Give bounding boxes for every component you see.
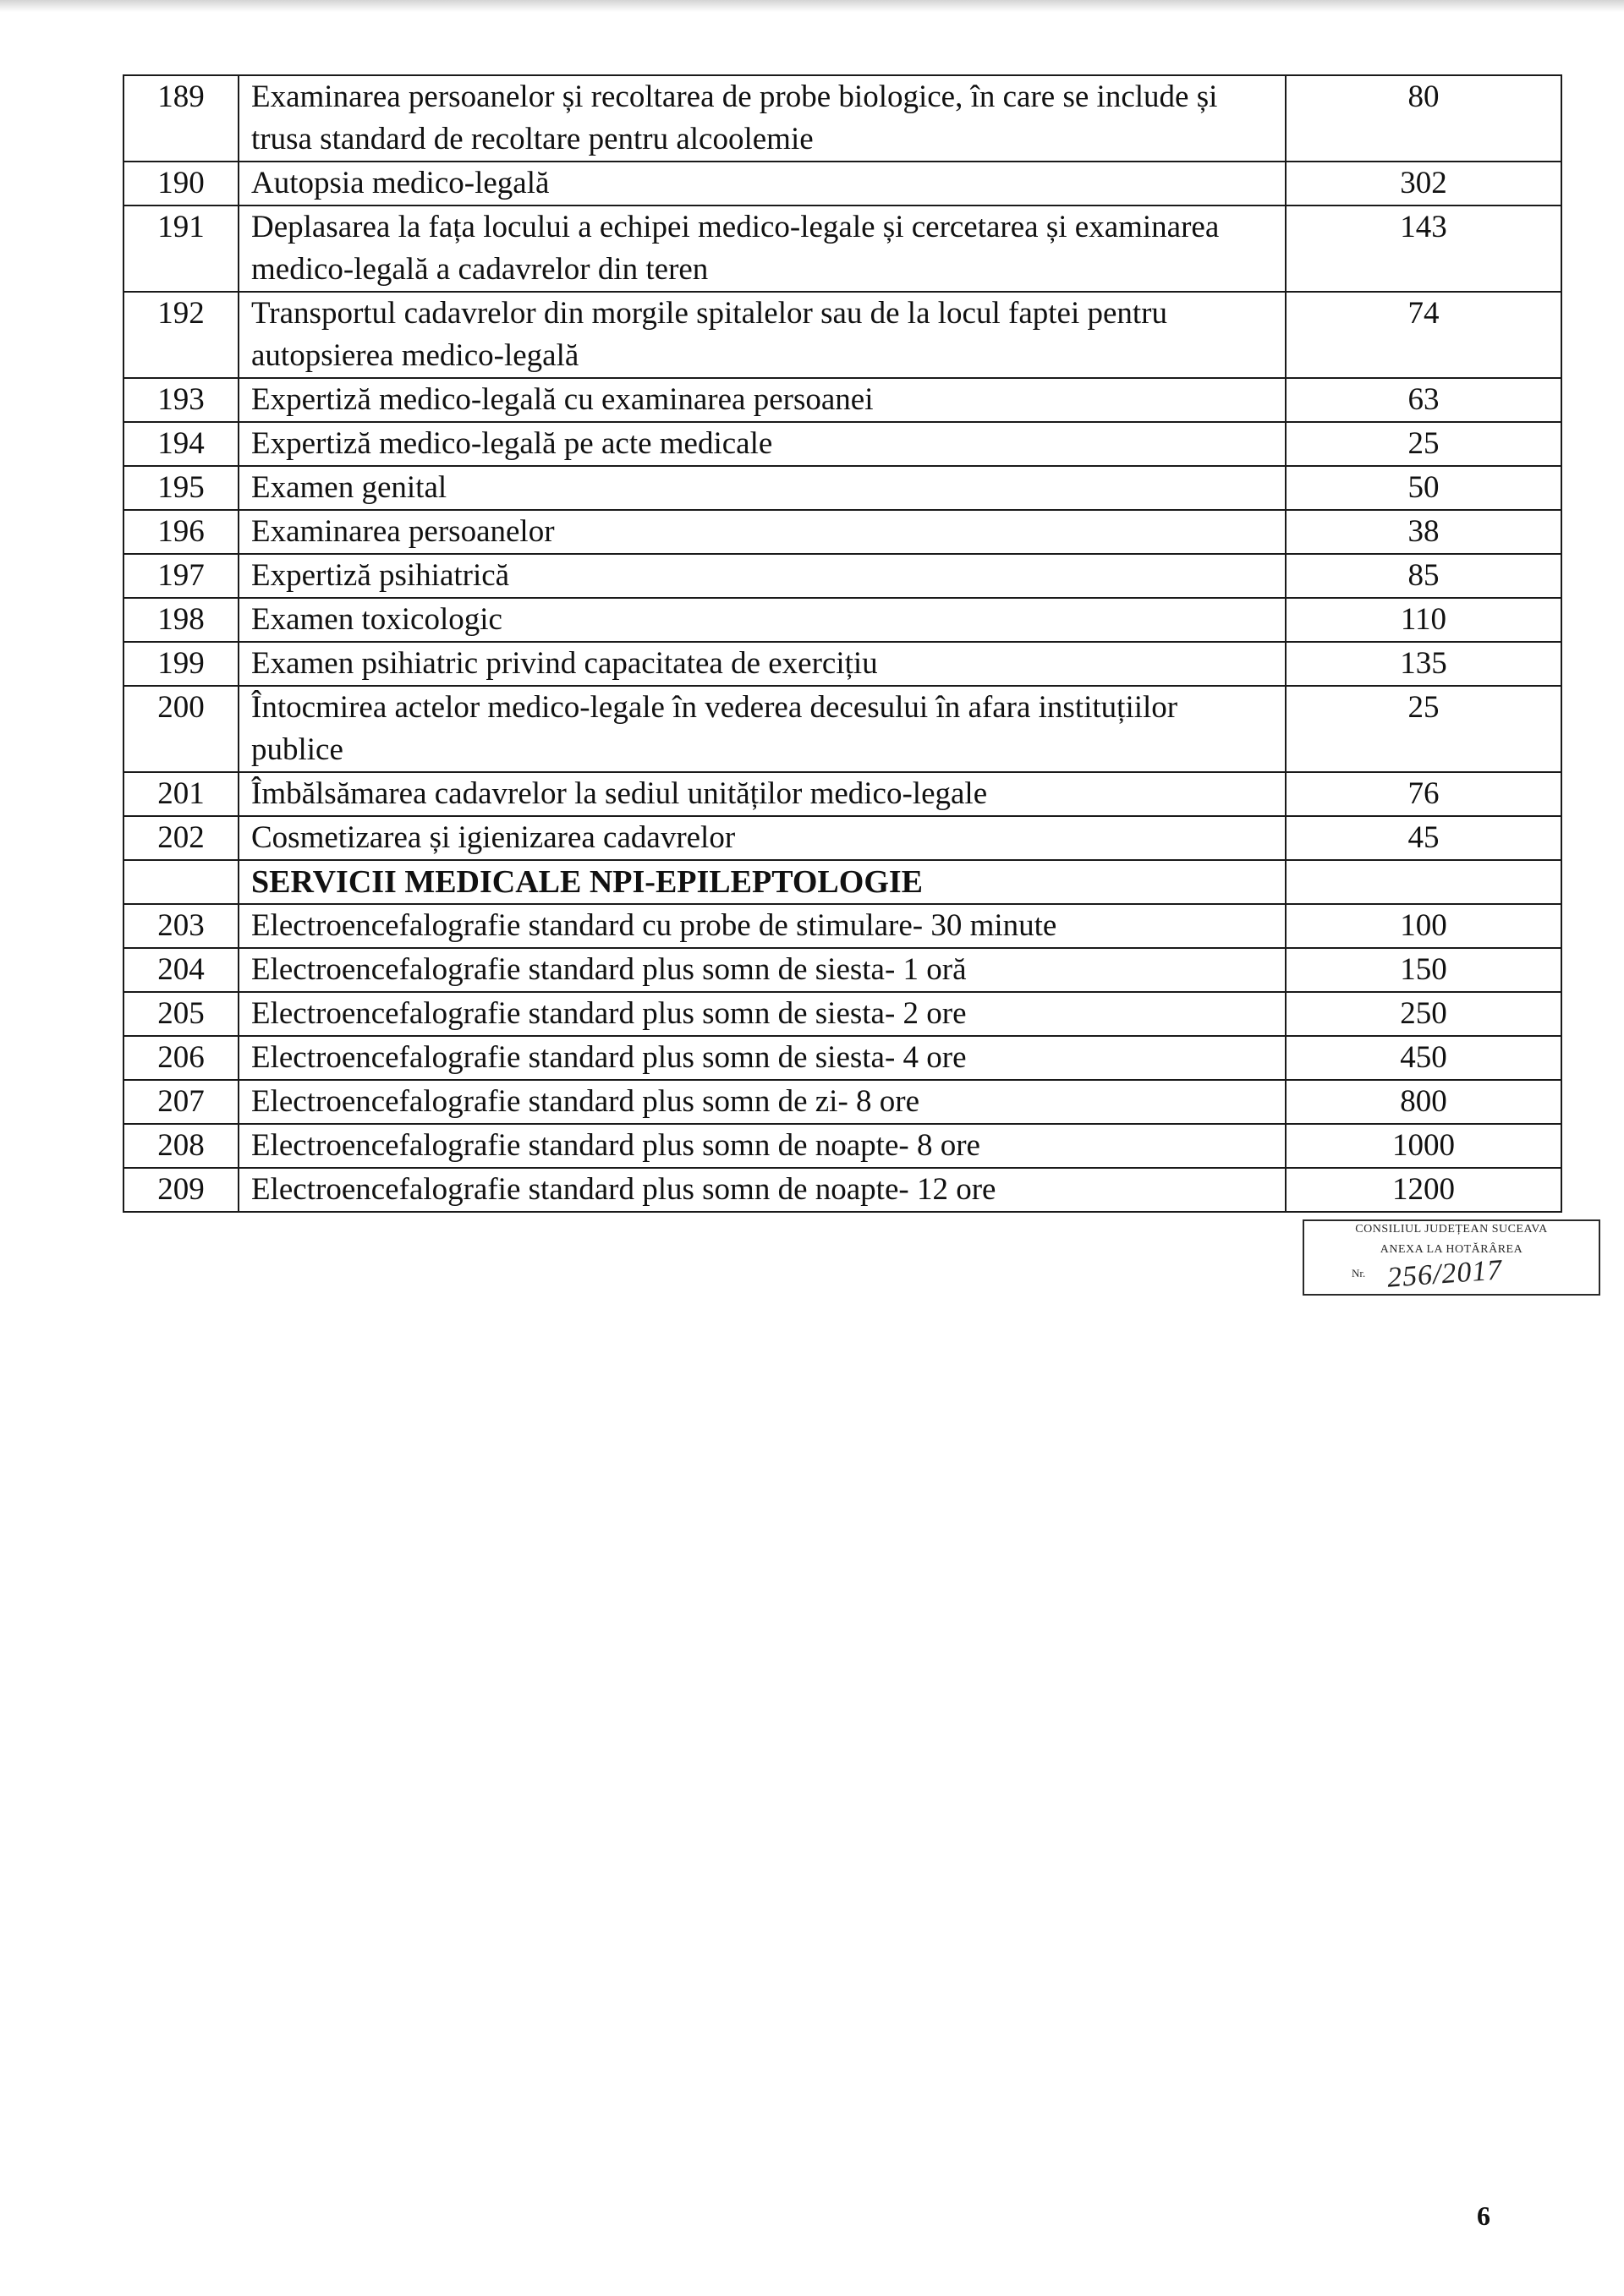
service-description-cell: Cosmetizarea și igienizarea cadavrelor [239, 816, 1286, 860]
service-description-cell: Expertiză medico-legală pe acte medicale [239, 422, 1286, 466]
table-row [123, 422, 1561, 466]
table-row [123, 75, 1561, 162]
row-number-cell: 209 [123, 1168, 239, 1212]
row-number-cell: 196 [123, 510, 239, 554]
row-number-cell [123, 860, 239, 904]
table-row [123, 205, 1561, 292]
tariff-value-cell: 85 [1286, 554, 1561, 598]
table-row [123, 904, 1561, 948]
service-description-cell: Electroencefalografie standard plus somn de noapte- 8 ore [239, 1124, 1286, 1168]
tariff-value-cell: 74 [1286, 292, 1561, 378]
service-description-cell: Electroencefalografie standard plus somn de noapte- 12 ore [239, 1168, 1286, 1212]
service-description-cell: Transportul cadavrelor din morgile spitalelor sau de la locul faptei pentru autopsierea medico-legală [239, 292, 1286, 378]
tariff-value-cell: 143 [1286, 205, 1561, 292]
row-number-cell: 200 [123, 686, 239, 772]
service-description-cell: Electroencefalografie standard plus somn de siesta- 1 oră [239, 948, 1286, 992]
tariff-value-cell: 100 [1286, 904, 1561, 948]
table-row [123, 378, 1561, 422]
table-row [123, 510, 1561, 554]
tariff-value-cell: 110 [1286, 598, 1561, 642]
table-row [123, 1124, 1561, 1168]
stamp-number-label: Nr. [1352, 1267, 1366, 1280]
table-row [123, 1168, 1561, 1212]
row-number-cell: 191 [123, 205, 239, 292]
service-description-cell: Examen psihiatric privind capacitatea de exercițiu [239, 642, 1286, 686]
service-description-cell: Electroencefalografie standard plus somn de siesta- 4 ore [239, 1036, 1286, 1080]
row-number-cell: 198 [123, 598, 239, 642]
tariff-value-cell: 250 [1286, 992, 1561, 1036]
table-row [123, 162, 1561, 205]
service-description-cell: Examinarea persoanelor și recoltarea de probe biologice, în care se include și trusa standard de recoltare pentru alcoolemie [239, 75, 1286, 162]
service-description-cell: SERVICII MEDICALE NPI-EPILEPTOLOGIE [239, 860, 1286, 904]
table-row [123, 466, 1561, 510]
table-row [123, 948, 1561, 992]
table-row [123, 1080, 1561, 1124]
table-row [123, 772, 1561, 816]
tariff-value-cell: 63 [1286, 378, 1561, 422]
row-number-cell: 203 [123, 904, 239, 948]
row-number-cell: 207 [123, 1080, 239, 1124]
service-description-cell: Electroencefalografie standard plus somn de siesta- 2 ore [239, 992, 1286, 1036]
tariff-value-cell: 25 [1286, 686, 1561, 772]
service-description-cell: Întocmirea actelor medico-legale în vederea decesului în afara instituțiilor publice [239, 686, 1286, 772]
tariff-value-cell: 450 [1286, 1036, 1561, 1080]
service-description-cell: Autopsia medico-legală [239, 162, 1286, 205]
service-description-cell: Expertiză medico-legală cu examinarea persoanei [239, 378, 1286, 422]
table-row [123, 642, 1561, 686]
row-number-cell: 204 [123, 948, 239, 992]
table-row [123, 554, 1561, 598]
scan-edge [0, 0, 1624, 12]
tariff-value-cell: 302 [1286, 162, 1561, 205]
table-row [123, 816, 1561, 860]
tariff-value-cell: 25 [1286, 422, 1561, 466]
row-number-cell: 193 [123, 378, 239, 422]
service-description-cell: Electroencefalografie standard cu probe de stimulare- 30 minute [239, 904, 1286, 948]
stamp-issuer: CONSILIUL JUDEȚEAN SUCEAVA [1355, 1223, 1548, 1236]
service-description-cell: Deplasarea la fața locului a echipei medico-legale și cercetarea și examinarea medico-legală a cadavrelor din teren [239, 205, 1286, 292]
tariff-value-cell: 800 [1286, 1080, 1561, 1124]
row-number-cell: 192 [123, 292, 239, 378]
tariff-value-cell: 150 [1286, 948, 1561, 992]
service-description-cell: Examinarea persoanelor [239, 510, 1286, 554]
stamp-handwritten-number: 256/2017 [1385, 1254, 1504, 1294]
row-number-cell: 208 [123, 1124, 239, 1168]
tariff-value-cell: 80 [1286, 75, 1561, 162]
row-number-cell: 190 [123, 162, 239, 205]
tariff-value-cell: 45 [1286, 816, 1561, 860]
section-header-row [123, 860, 1561, 904]
row-number-cell: 206 [123, 1036, 239, 1080]
fee-table-body [123, 75, 1561, 1212]
row-number-cell: 205 [123, 992, 239, 1036]
tariff-value-cell: 50 [1286, 466, 1561, 510]
tariff-value-cell: 1200 [1286, 1168, 1561, 1212]
row-number-cell: 201 [123, 772, 239, 816]
table-row [123, 992, 1561, 1036]
tariff-value-cell: 76 [1286, 772, 1561, 816]
tariff-value-cell: 38 [1286, 510, 1561, 554]
service-description-cell: Îmbălsămarea cadavrelor la sediul unităților medico-legale [239, 772, 1286, 816]
tariff-value-cell: 1000 [1286, 1124, 1561, 1168]
row-number-cell: 199 [123, 642, 239, 686]
fee-table [123, 74, 1562, 1213]
tariff-value-cell [1286, 860, 1561, 904]
approval-stamp [1303, 1219, 1600, 1296]
row-number-cell: 194 [123, 422, 239, 466]
stamp-annex-label: ANEXA LA HOTĂRÂREA [1380, 1243, 1523, 1256]
service-description-cell: Expertiză psihiatrică [239, 554, 1286, 598]
table-row [123, 1036, 1561, 1080]
service-description-cell: Examen genital [239, 466, 1286, 510]
row-number-cell: 202 [123, 816, 239, 860]
service-description-cell: Examen toxicologic [239, 598, 1286, 642]
service-description-cell: Electroencefalografie standard plus somn de zi- 8 ore [239, 1080, 1286, 1124]
row-number-cell: 197 [123, 554, 239, 598]
tariff-value-cell: 135 [1286, 642, 1561, 686]
table-row [123, 598, 1561, 642]
table-row [123, 686, 1561, 772]
row-number-cell: 195 [123, 466, 239, 510]
row-number-cell: 189 [123, 75, 239, 162]
page-number: 6 [1477, 2200, 1490, 2231]
table-row [123, 292, 1561, 378]
